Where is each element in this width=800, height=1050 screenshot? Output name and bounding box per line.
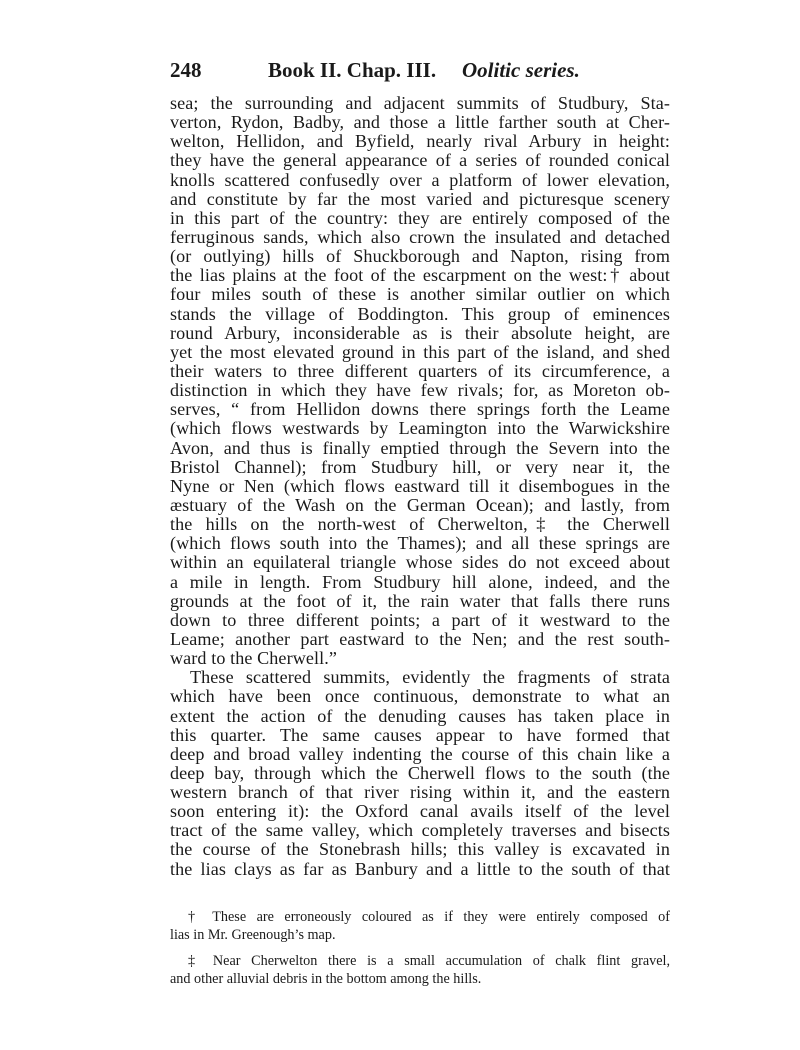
text-line: deep bay, through which the Cherwell flows to the south (the xyxy=(170,762,670,783)
text-line: which have been once continuous, demonstrate to what an xyxy=(170,686,670,707)
text-line: (or outlying) hills of Shuckborough and Napton, rising from xyxy=(170,246,670,267)
series-heading: Oolitic series. xyxy=(462,58,580,82)
text-line: they have the general appearance of a series of rounded conical xyxy=(170,150,670,171)
footnotes xyxy=(170,908,670,988)
text-line: Bristol Channel); from Studbury hill, or very near it, the xyxy=(170,456,670,477)
text-line: sea; the surrounding and adjacent summits of Studbury, Sta- xyxy=(170,93,670,113)
text-line: soon entering it): the Oxford canal avails itself of the level xyxy=(170,801,670,822)
text-line: western branch of that river rising within it, and the eastern xyxy=(170,782,670,803)
text-line: æstuary of the Wash on the German Ocean); and lastly, from xyxy=(170,494,670,515)
text-line: knolls scattered confusedly over a platform of lower elevation, xyxy=(170,169,670,190)
text-line: ward to the Cherwell.” xyxy=(170,648,337,669)
text-line: and constitute by far the most varied and picturesque scenery xyxy=(170,188,670,209)
text-line: round Arbury, inconsiderable as is their absolute height, are xyxy=(170,322,670,343)
text-line: (which flows south into the Thames); and all these springs are xyxy=(170,533,670,554)
footnote-dagger: † These are erroneously coloured as if they were entirely composed of xyxy=(188,909,670,925)
text-line: stands the village of Boddington. This group of eminences xyxy=(170,303,670,324)
text-line: the lias clays as far as Banbury and a little to the south of that xyxy=(170,858,670,879)
text-line: the course of the Stonebrash hills; this valley is excavated in xyxy=(170,839,670,860)
footnote-double-dagger: ‡ Near Cherwelton there is a small accumulation of chalk flint gravel, xyxy=(188,953,670,969)
text-line: the hills on the north-west of Cherwelton,‡ the Cherwell xyxy=(170,514,670,535)
text-line: a mile in length. From Studbury hill alone, indeed, and the xyxy=(170,571,670,592)
footnote-spacer xyxy=(170,944,670,952)
text-line: grounds at the foot of it, the rain water that falls there runs xyxy=(170,590,670,611)
text-line: welton, Hellidon, and Byfield, nearly rival Arbury in height: xyxy=(170,131,670,152)
book-chapter-heading: Book II. Chap. III. xyxy=(268,58,437,82)
text-line: serves, “ from Hellidon downs there springs forth the Leame xyxy=(170,399,670,420)
text-line: distinction in which they have few rivals; for, as Moreton ob- xyxy=(170,380,670,401)
body-text xyxy=(170,94,670,879)
text-line: extent the action of the denuding causes has taken place in xyxy=(170,705,670,726)
text-line: this quarter. The same causes appear to have formed that xyxy=(170,724,670,745)
text-line: Leame; another part eastward to the Nen; and the rest south- xyxy=(170,628,670,649)
text-line: their waters to three different quarters of its circumference, a xyxy=(170,360,670,381)
text-line: verton, Rydon, Badby, and those a little farther south at Cher- xyxy=(170,112,670,133)
text-line: Avon, and thus is finally emptied through the Severn into the xyxy=(170,437,670,458)
paragraph-first-line: These scattered summits, evidently the fragments of strata xyxy=(190,667,670,688)
page-number: 248 xyxy=(170,58,202,82)
footnote-double-dagger-continued: and other alluvial debris in the bottom among the hills. xyxy=(170,971,482,987)
text-line: within an equilateral triangle whose sides do not exceed about xyxy=(170,552,670,573)
text-line: down to three different points; a part of it westward to the xyxy=(170,609,670,630)
text-line: in this part of the country: they are entirely composed of the xyxy=(170,207,670,228)
text-line: tract of the same valley, which completely traverses and bisects xyxy=(170,820,670,841)
text-line: Nyne or Nen (which flows eastward till it disembogues in the xyxy=(170,475,670,496)
footnote-dagger-continued: lias in Mr. Greenough’s map. xyxy=(170,927,336,943)
text-line: yet the most elevated ground in this part of the island, and shed xyxy=(170,341,670,362)
running-head xyxy=(170,58,670,88)
text-line: four miles south of these is another similar outlier on which xyxy=(170,284,670,305)
text-line: deep and broad valley indenting the course of this chain like a xyxy=(170,743,670,764)
text-line: the lias plains at the foot of the escarpment on the west:† about xyxy=(170,265,670,286)
text-line: ferruginous sands, which also crown the insulated and detached xyxy=(170,226,670,247)
text-line: (which flows westwards by Leamington into the Warwickshire xyxy=(170,418,670,439)
